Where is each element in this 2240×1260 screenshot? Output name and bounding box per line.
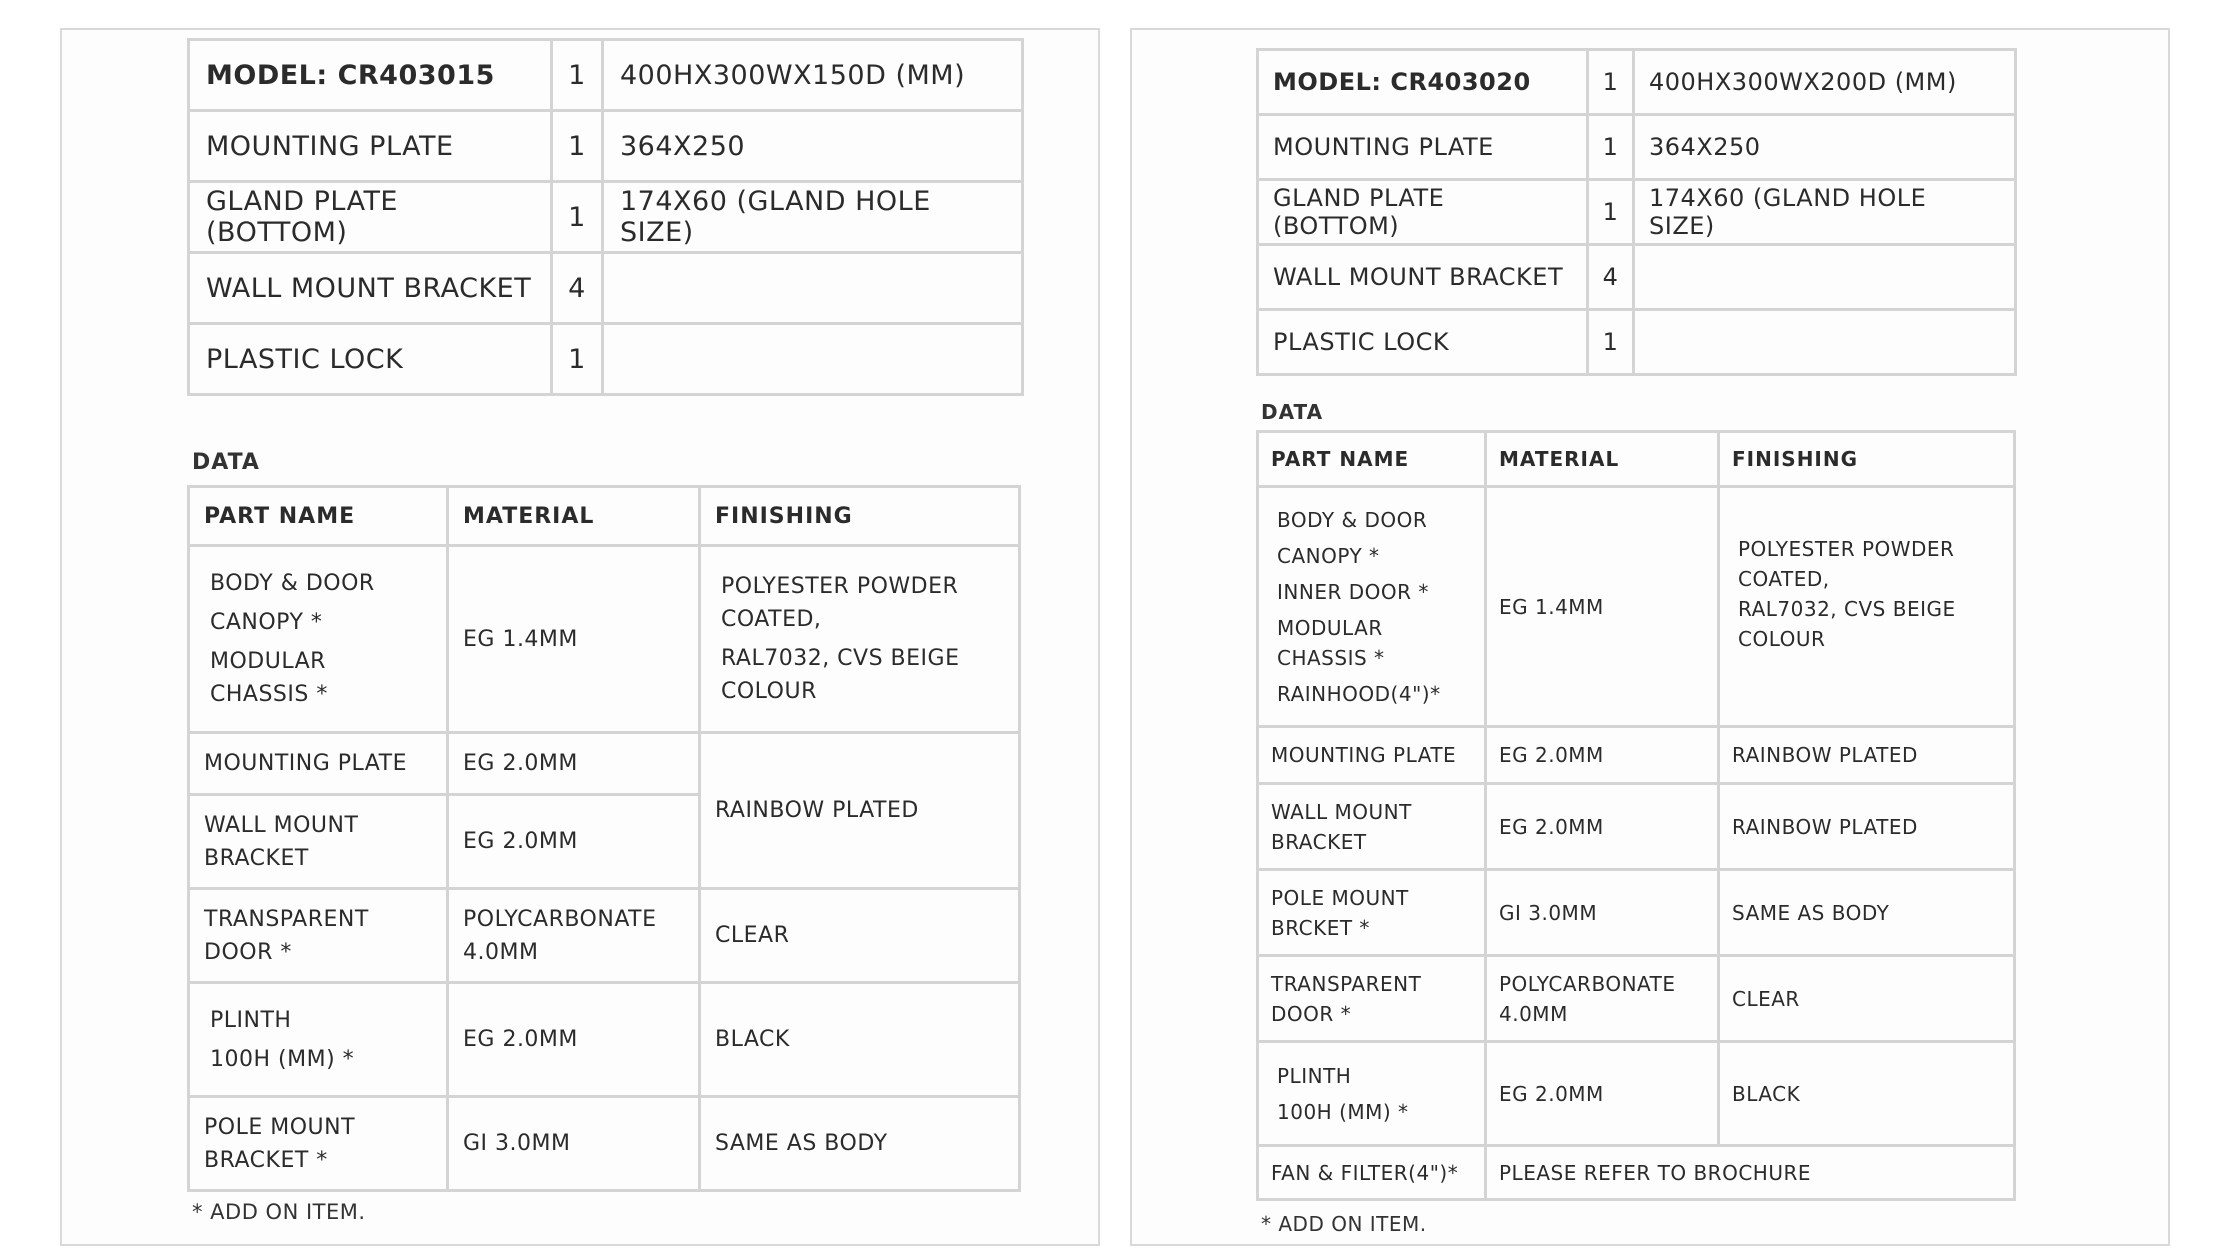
table-row [1258,784,2015,870]
table-row [189,1097,1020,1191]
material-cell: EG 2.0MM [1486,784,1719,870]
item-name: PLASTIC LOCK [1258,310,1588,375]
finishing-cell: BLACK [1719,1042,2015,1146]
material-cell: EG 2.0MM [448,983,700,1097]
item-detail [603,253,1023,324]
column-header-part-name: PART NAME [1258,432,1486,487]
finishing-cell [700,546,1020,733]
part-name-cell: MOUNTING PLATE [189,733,448,795]
part-line: BODY & DOOR [1277,507,1428,532]
table-row [1258,956,2015,1042]
part-line: MODULAR [1277,615,1383,640]
spec-table [1256,48,2017,376]
part-line: CHASSIS * [1277,645,1385,670]
table-row [189,111,1023,182]
material-cell: EG 2.0MM [1486,727,1719,784]
finishing-cell: BLACK [700,983,1020,1097]
data-table [187,485,1021,1192]
column-header-part-name: PART NAME [189,487,448,546]
quantity: 1 [1588,180,1634,245]
table-row [1258,245,2016,310]
part-line: BODY & DOOR [210,571,375,596]
finishing-line: RAL7032, CVS BEIGE [1738,597,1956,621]
finishing-cell: SAME AS BODY [1719,870,2015,956]
part-line: 100H (MM) * [210,1046,355,1072]
part-name-cell [1258,956,1486,1042]
part-line: WALL MOUNT [204,812,359,838]
table-row [189,546,1020,733]
material-cell: GI 3.0MM [1486,870,1719,956]
table-row [1258,180,2016,245]
table-row [1258,1042,2015,1146]
data-heading: DATA [192,450,260,475]
part-name-cell [1258,1042,1486,1146]
quantity: 1 [1588,50,1634,115]
table-row [189,182,1023,253]
part-line: BRCKET * [1271,915,1370,940]
item-detail [603,324,1023,395]
part-name-cell [189,889,448,983]
table-row [1258,487,2015,727]
item-name: WALL MOUNT BRACKET [189,253,552,324]
item-name: WALL MOUNT BRACKET [1258,245,1588,310]
item-detail: 174X60 (GLAND HOLE SIZE) [1634,180,2016,245]
part-name-cell [1258,784,1486,870]
item-detail [1634,245,2016,310]
finishing-line: COATED, [721,607,822,632]
column-header-finishing: FINISHING [1719,432,2015,487]
item-detail [1634,310,2016,375]
material-line: 4.0MM [1499,1001,1568,1026]
part-name-cell [1258,487,1486,727]
part-line: BRACKET [1271,829,1367,854]
quantity: 4 [552,253,603,324]
table-row [189,983,1020,1097]
table-row [1258,50,2016,115]
table-header-row [189,487,1020,546]
part-name-cell [1258,870,1486,956]
quantity: 1 [1588,115,1634,180]
material-line: 4.0MM [463,939,539,965]
part-line: WALL MOUNT [1271,799,1412,824]
dimensions: 400HX300WX150D (MM) [603,40,1023,111]
quantity: 1 [552,182,603,253]
material-line: POLYCARBONATE [463,906,657,932]
item-detail: 364X250 [603,111,1023,182]
part-line: POLE MOUNT [1271,885,1409,910]
material-cell: EG 2.0MM [1486,1042,1719,1146]
table-row [189,889,1020,983]
finishing-cell: RAINBOW PLATED [1719,727,2015,784]
part-line: PLINTH [1277,1063,1352,1088]
item-detail: 174X60 (GLAND HOLE SIZE) [603,182,1023,253]
part-line: CANOPY * [210,610,323,635]
column-header-material: MATERIAL [448,487,700,546]
item-name: MOUNTING PLATE [1258,115,1588,180]
table-header-row [1258,432,2015,487]
model-name: MODEL: CR403015 [189,40,552,111]
material-cell: EG 2.0MM [448,795,700,889]
table-row [189,253,1023,324]
part-name-cell [189,546,448,733]
item-name: GLAND PLATE (BOTTOM) [1258,180,1588,245]
part-line: RAINHOOD(4")* [1277,681,1441,706]
model-name: MODEL: CR403020 [1258,50,1588,115]
part-name-cell [189,983,448,1097]
finishing-cell: SAME AS BODY [700,1097,1020,1191]
add-on-note: * ADD ON ITEM. [192,1200,366,1224]
quantity: 1 [1588,310,1634,375]
finishing-cell: CLEAR [700,889,1020,983]
item-detail: 364X250 [1634,115,2016,180]
data-table [1256,430,2016,1201]
add-on-note: * ADD ON ITEM. [1261,1212,1427,1236]
table-row [189,733,1020,795]
product-sheet-cr403015 [60,28,1100,1246]
product-sheet-cr403020 [1130,28,2170,1246]
material-cell: PLEASE REFER TO BROCHURE [1486,1146,2015,1200]
material-cell [1486,956,1719,1042]
part-line: CANOPY * [1277,543,1380,568]
item-name: GLAND PLATE (BOTTOM) [189,182,552,253]
quantity: 1 [552,40,603,111]
part-name-cell: MOUNTING PLATE [1258,727,1486,784]
data-heading: DATA [1261,400,1324,424]
part-line: BRACKET [204,845,309,871]
material-cell: EG 1.4MM [448,546,700,733]
material-cell: EG 1.4MM [1486,487,1719,727]
part-line: DOOR * [204,939,292,965]
finishing-line: POLYESTER POWDER [1738,537,1955,561]
material-line: POLYCARBONATE [1499,971,1676,996]
column-header-material: MATERIAL [1486,432,1719,487]
dimensions: 400HX300WX200D (MM) [1634,50,2016,115]
part-line: PLINTH [210,1007,292,1033]
table-row [1258,310,2016,375]
part-line: TRANSPARENT [1271,971,1422,996]
finishing-line: COLOUR [721,679,817,704]
part-line: DOOR * [1271,1001,1352,1026]
finishing-line: POLYESTER POWDER [721,574,959,599]
table-row [1258,1146,2015,1200]
part-line: 100H (MM) * [1277,1099,1409,1124]
part-line: INNER DOOR * [1277,579,1429,604]
spec-table [187,38,1024,396]
table-row [1258,727,2015,784]
part-line: BRACKET * [204,1147,328,1173]
part-name-cell [189,1097,448,1191]
material-cell [448,889,700,983]
item-name: MOUNTING PLATE [189,111,552,182]
part-line: MODULAR [210,649,326,674]
material-cell: EG 2.0MM [448,733,700,795]
finishing-line: RAL7032, CVS BEIGE [721,646,960,671]
table-row [189,324,1023,395]
part-name-cell: FAN & FILTER(4")* [1258,1146,1486,1200]
item-name: PLASTIC LOCK [189,324,552,395]
finishing-cell: CLEAR [1719,956,2015,1042]
table-row [1258,870,2015,956]
finishing-cell [1719,487,2015,727]
part-line: POLE MOUNT [204,1114,356,1140]
table-row [1258,115,2016,180]
finishing-line: COLOUR [1738,627,1826,651]
quantity: 4 [1588,245,1634,310]
quantity: 1 [552,111,603,182]
quantity: 1 [552,324,603,395]
finishing-cell: RAINBOW PLATED [700,733,1020,889]
column-header-finishing: FINISHING [700,487,1020,546]
part-line: CHASSIS * [210,682,328,707]
part-name-cell [189,795,448,889]
finishing-cell: RAINBOW PLATED [1719,784,2015,870]
material-cell: GI 3.0MM [448,1097,700,1191]
finishing-line: COATED, [1738,567,1830,591]
table-row [189,40,1023,111]
part-line: TRANSPARENT [204,906,369,932]
